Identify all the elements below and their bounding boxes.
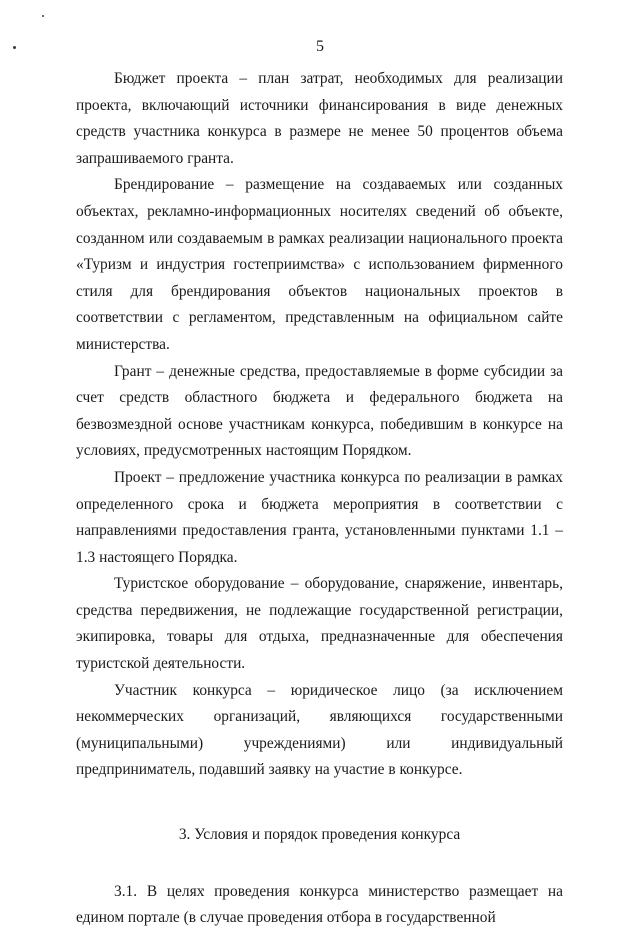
definition-tourist-equipment: Туристское оборудование – оборудование, снаряжение, инвентарь, средства передвижения, не подлежащие государственной регистрации, экипировка, товары для отдыха, предназначенные для обеспечения туристской деятельности.	[76, 575, 563, 673]
section-paragraph: 3.1. В целях проведения конкурса министерство размещает на едином портале (в случае проведения отбора в государственной	[76, 882, 563, 927]
page-number: 5	[316, 38, 324, 55]
definition-project: Проект – предложение участника конкурса по реализации в рамках определенного срока и бюджета мероприятия в соответствии с направлениями предоставления гранта, установленными пунктами 1.1 – 1.3 настоящего Порядка.	[76, 468, 563, 566]
section-heading: 3. Условия и порядок проведения конкурса	[178, 826, 461, 844]
definition-budget: Бюджет проекта – план затрат, необходимых для реализации проекта, включающий источники финансирования в виде денежных средств участника конкурса в размере не менее 50 процентов объема запрашиваемого гранта.	[76, 70, 563, 167]
document-body	[76, 66, 563, 932]
definition-branding: Брендирование – размещение на создаваемых или созданных объектах, рекламно-информационных носителях сведений об объекте, созданном или создаваемым в рамках реализации национального проекта «Туризм и индустрия гостеприимства» с использованием фирменного стиля для брендирования объектов национальных проектов в соответствии с регламентом, представленным на официальном сайте министерства.	[76, 176, 563, 353]
scan-dot-mark	[42, 15, 44, 17]
definition-grant: Грант – денежные средства, предоставляемые в форме субсидии за счет средств областного бюджета и федерального бюджета на безвозмездной основе участникам конкурса, победившим в конкурсе на условиях, предусмотренных настоящим Порядком.	[76, 362, 563, 460]
definition-participant: Участник конкурса – юридическое лицо (за исключением некоммерческих организаций, являющихся государственными (муниципальными) учреждениями) или индивидуальный предприниматель, подавший заявку на участие в конкурсе.	[76, 681, 563, 779]
